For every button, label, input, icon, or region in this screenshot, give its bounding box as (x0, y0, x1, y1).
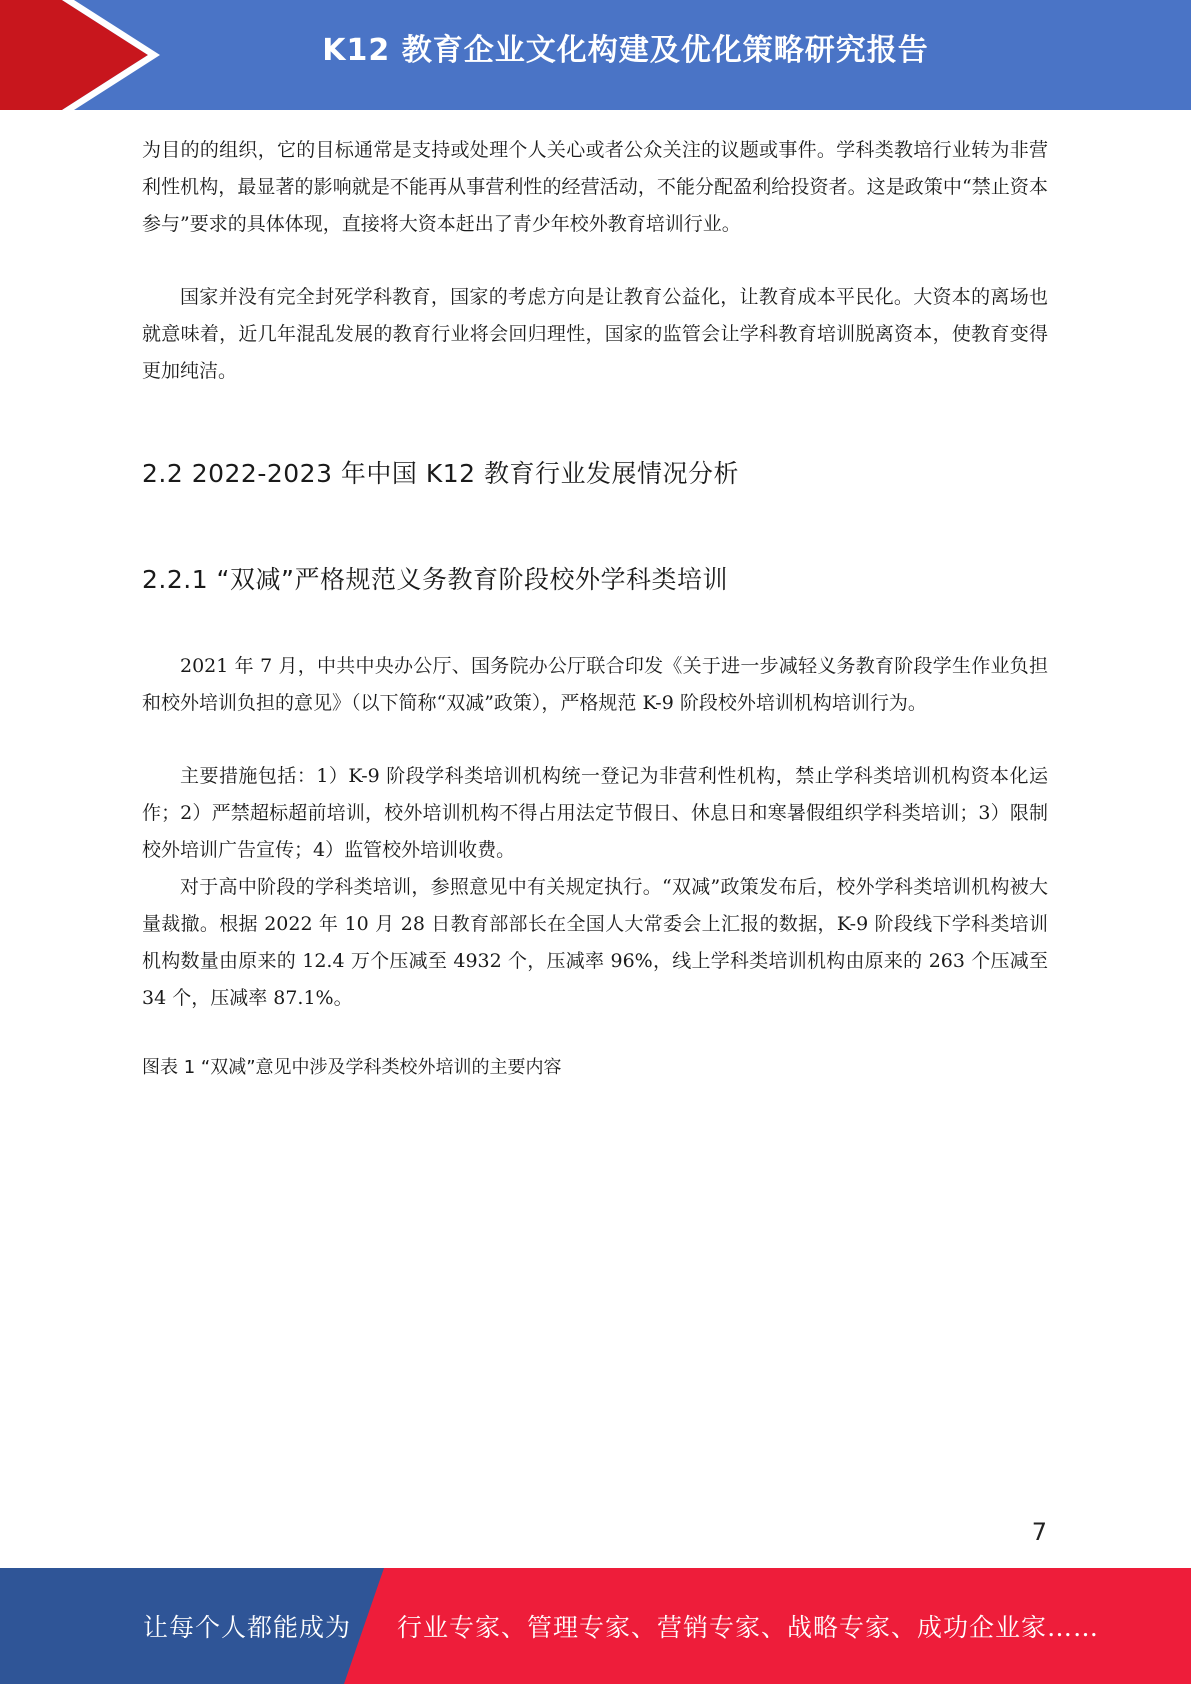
paragraph: 2021 年 7 月，中共中央办公厅、国务院办公厅联合印发《关于进一步减轻义务教育阶段学生作业负担和校外培训负担的意见》（以下简称“双减”政策），严格规范 K-9 阶段校外培训机构培训行为。 (142, 655, 1048, 714)
footer-slogan-right: 行业专家、管理专家、营销专家、战略专家、成功企业家…… (397, 1613, 1100, 1642)
section-heading: 2.2 2022-2023 年中国 K12 教育行业发展情况分析 (142, 459, 740, 488)
figure-caption: 图表 1 “双减”意见中涉及学科类校外培训的主要内容 (142, 1057, 562, 1078)
report-title: K12 教育企业文化构建及优化策略研究报告 (322, 33, 929, 68)
page-number: 7 (1031, 1518, 1047, 1546)
subsection-heading: 2.2.1 “双减”严格规范义务教育阶段校外学科类培训 (142, 565, 728, 594)
footer-bar (0, 1568, 1191, 1684)
header-bar (0, 0, 1191, 110)
page-content (142, 132, 1048, 1079)
paragraph: 对于高中阶段的学科类培训，参照意见中有关规定执行。“双减”政策发布后，校外学科类培训机构被大量裁撤。根据 2022 年 10 月 28 日教育部部长在全国人大常委会上汇报的数据，K-9 阶段线下学科类培训机构数量由原来的 12.4 万个压减至 4932 个，压减率 96%，线上学科类培训机构由原来的 263 个压减至 34 个，压减率 87.1%。 (142, 876, 1048, 1009)
paragraph: 为目的的组织，它的目标通常是支持或处理个人关心或者公众关注的议题或事件。学科类教培行业转为非营利性机构，最显著的影响就是不能再从事营利性的经营活动，不能分配盈利给投资者。这是政策中“禁止资本参与”要求的具体体现，直接将大资本赶出了青少年校外教育培训行业。 (142, 139, 1048, 235)
paragraph: 国家并没有完全封死学科教育，国家的考虑方向是让教育公益化，让教育成本平民化。大资本的离场也就意味着，近几年混乱发展的教育行业将会回归理性，国家的监管会让学科教育培训脱离资本，使教育变得更加纯洁。 (142, 286, 1048, 382)
paragraph: 主要措施包括：1）K-9 阶段学科类培训机构统一登记为非营利性机构，禁止学科类培训机构资本化运作；2）严禁超标超前培训，校外培训机构不得占用法定节假日、休息日和寒暑假组织学科类培训；3）限制校外培训广告宣传；4）监管校外培训收费。 (142, 765, 1048, 861)
footer-slogan-left: 让每个人都能成为 (143, 1613, 352, 1642)
